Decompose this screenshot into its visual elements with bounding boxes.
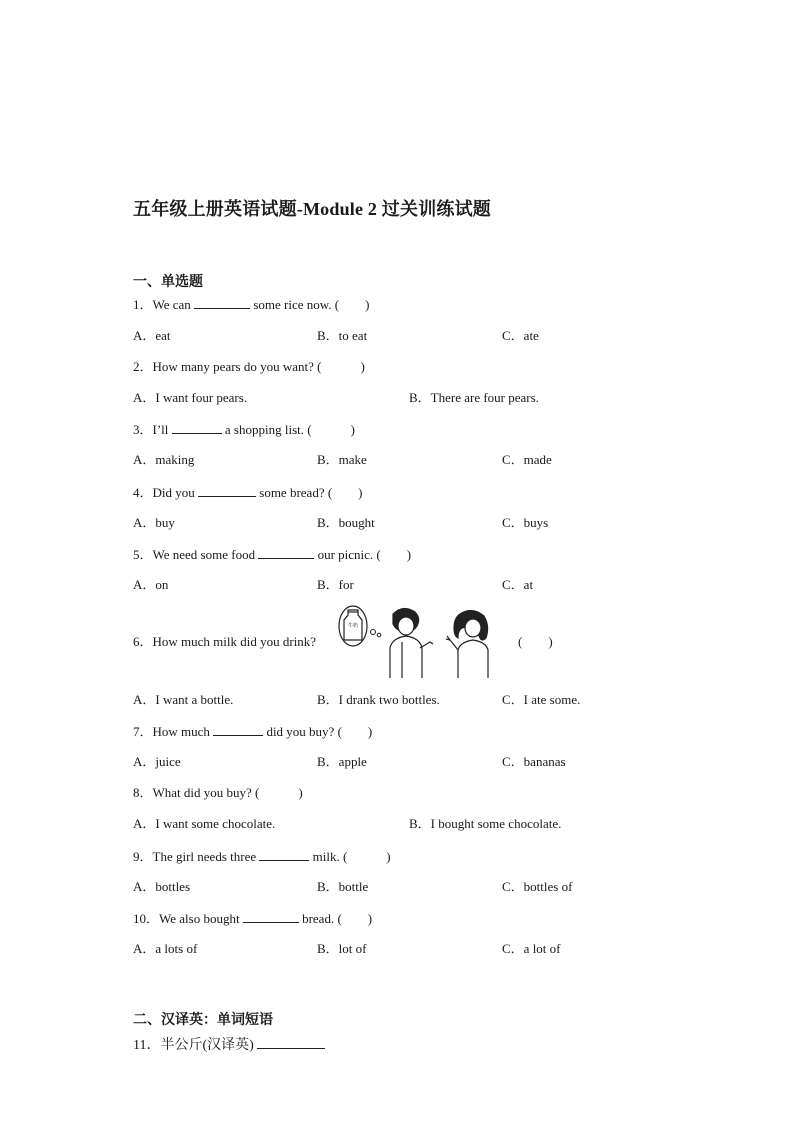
page-title: 五年级上册英语试题-Module 2 过关训练试题 [133,199,491,219]
answer-blank[interactable] [213,723,263,736]
answer-blank[interactable] [243,910,299,923]
option-b[interactable]: B．I drank two bottles. [317,692,440,707]
question-9: 9．The girl needs three milk. ( ) [133,849,391,864]
answer-bracket[interactable]: ( ) [518,634,553,649]
option-a[interactable]: A．eat [133,328,171,343]
answer-blank[interactable] [258,546,314,559]
section-heading-single-choice: 一、单选题 [133,275,203,290]
option-c[interactable]: C．bottles of [502,879,573,894]
girl-figure [446,610,488,678]
option-b[interactable]: B．to eat [317,328,368,343]
option-c[interactable]: C．made [502,452,552,467]
question-7: 7．How much did you buy? ( ) [133,724,373,739]
option-b[interactable]: B．I bought some chocolate. [409,816,562,831]
option-b[interactable]: B．for [317,577,354,592]
question-1: 1．We can some rice now. ( ) [133,297,370,312]
option-a[interactable]: A．buy [133,515,175,530]
option-c[interactable]: C．buys [502,515,549,530]
question-8: 8．What did you buy? ( ) [133,785,303,800]
option-c[interactable]: C．ate [502,328,539,343]
answer-blank[interactable] [194,296,250,309]
question-10: 10．We also bought bread. ( ) [133,911,373,926]
option-a[interactable]: A．bottles [133,879,191,894]
question-2: 2．How many pears do you want? ( ) [133,359,365,374]
option-c[interactable]: C．bananas [502,754,566,769]
milk-label: 牛奶 [347,623,359,629]
option-b[interactable]: B．bought [317,515,375,530]
option-b[interactable]: B．apple [317,754,367,769]
question-5: 5．We need some food our picnic. ( ) [133,547,412,562]
answer-blank[interactable] [172,421,222,434]
option-c[interactable]: C．at [502,577,534,592]
option-a[interactable]: A．I want a bottle. [133,692,234,707]
option-a[interactable]: A．I want some chocolate. [133,816,276,831]
option-a[interactable]: A．juice [133,754,181,769]
option-b[interactable]: B．lot of [317,941,367,956]
option-c[interactable]: C．a lot of [502,941,561,956]
option-b[interactable]: B．There are four pears. [409,390,539,405]
option-a[interactable]: A．making [133,452,195,467]
section-heading-translation: 二、汉译英：单词短语 [133,1013,273,1028]
answer-blank[interactable] [259,848,309,861]
option-a[interactable]: A．a lots of [133,941,198,956]
milk-dialogue-illustration [338,602,502,678]
option-b[interactable]: B．make [317,452,367,467]
option-a[interactable]: A．I want four pears. [133,390,248,405]
boy-figure [390,608,433,678]
answer-blank[interactable] [198,484,256,497]
option-b[interactable]: B．bottle [317,879,369,894]
question-11: 11．半公斤(汉译英) [133,1036,325,1054]
question-4: 4．Did you some bread? ( ) [133,485,363,500]
option-a[interactable]: A．on [133,577,169,592]
option-c[interactable]: C．I ate some. [502,692,581,707]
answer-blank[interactable] [257,1036,325,1049]
question-3: 3．I’ll a shopping list. ( ) [133,422,355,437]
question-6: 6．How much milk did you drink? [133,634,317,649]
